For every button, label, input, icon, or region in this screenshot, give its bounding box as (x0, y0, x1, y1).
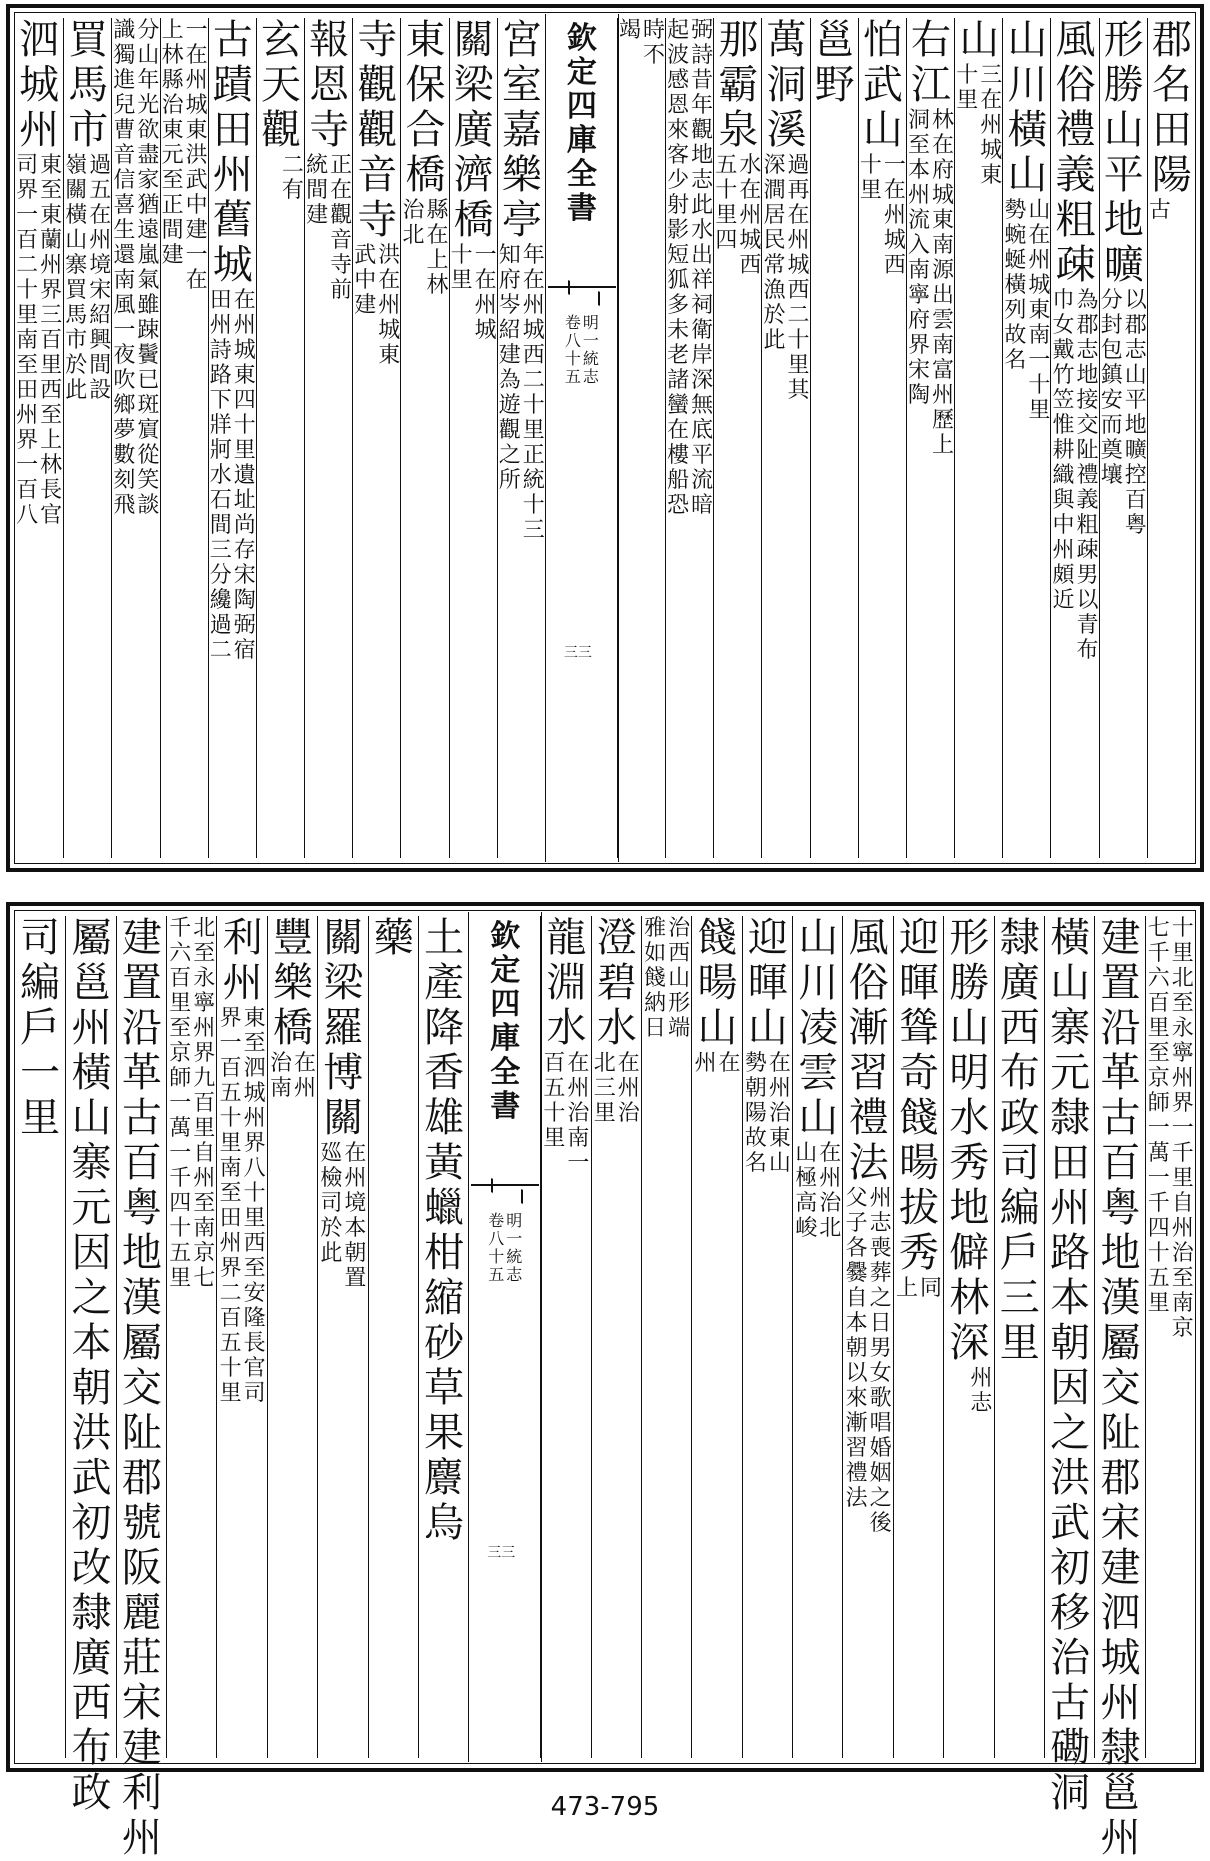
book-gutter (545, 14, 619, 862)
gutter-page-number: 三三 (487, 1545, 516, 1561)
bottom-text-column (15, 916, 65, 1758)
commentary-text: 一 在 州 城 西 十 里 (859, 153, 906, 278)
bottom-text-column (792, 916, 843, 1758)
commentary-text: 在 州 (694, 1051, 741, 1076)
main-text: 邕 野 (814, 17, 855, 108)
top-text-column (15, 18, 63, 858)
top-text-column (617, 18, 666, 858)
top-text-column (1050, 18, 1099, 858)
bottom-text-column (641, 916, 692, 1758)
page-footer-number: 473-795 (550, 1792, 660, 1822)
top-text-column (954, 18, 1003, 858)
main-text: 迎 暉 山 (747, 915, 788, 1051)
bottom-text-column (540, 916, 591, 1758)
commentary-text: 同 上 (895, 1276, 942, 1301)
main-text: 形 勝 山 平 地 曠 (1103, 17, 1144, 288)
top-text-column (304, 18, 353, 858)
top-text-column (400, 18, 449, 858)
commentary-text: 州 志 喪 葬 之 日 男 女 歌 唱 婚 姻 之 後 父 子 各 爨 自 本 朝 以 來 漸 習 禮 法 (845, 1186, 892, 1536)
commentary-text: 林 在 府 城 東 南 源 出 雲 南 富 州 歷 上 洞 至 本 州 流 入 南 寧 府 界 宋 陶 (908, 108, 955, 458)
bottom-text-column (116, 915, 167, 1861)
commentary-text: 古 (1148, 198, 1171, 223)
commentary-text: 正 在 觀 音 寺 前 統 間 建 (306, 153, 353, 303)
main-text: 迎 暉 聳 奇 餞 暘 拔 秀 (898, 915, 939, 1276)
main-text: 澄 碧 水 (596, 915, 637, 1051)
commentary-text: 為 郡 志 地 接 交 阯 禮 義 粗 疎 男 以 青 布 巾 女 戴 竹 笠 惟 耕 織 與 中 州 頗 近 (1052, 288, 1099, 663)
book-gutter (468, 912, 542, 1762)
gutter-title: 欽 定 四 庫 全 書 (566, 21, 597, 226)
bottom-text-column (943, 916, 994, 1758)
bottom-text-column (216, 916, 267, 1758)
top-text-column (256, 18, 305, 858)
volume-label: 明 一 統 志 卷 八 十 五 (564, 313, 599, 386)
main-text: 報 恩 寺 (309, 17, 350, 153)
commentary-text: 北 至 永 寧 州 界 九 百 里 自 州 至 南 京 七 千 六 百 里 至 京 師 一 萬 一 千 四 十 五 里 (169, 916, 216, 1291)
main-text: 怕 武 山 (862, 17, 903, 153)
top-text-column (1147, 18, 1196, 858)
commentary-text: 二 有 (281, 153, 304, 203)
main-text: 買 馬 市 (68, 17, 109, 153)
top-text-column (208, 18, 257, 858)
commentary-text: 一 在 州 城 東 洪 武 中 建 一 在 上 林 縣 治 東 元 至 正 間 建 (161, 18, 208, 293)
main-text: 建 置 沿 革 古 百 粤 地 漢 屬 交 阯 郡 號 阪 麗 莊 宋 建 利 州 (121, 915, 162, 1861)
main-text: 司 編 戶 一 里 (20, 915, 61, 1141)
bottom-text-column (842, 916, 893, 1758)
main-text: 萬 洞 溪 (766, 17, 807, 153)
top-text-column (858, 18, 907, 858)
commentary-text: 過 再 在 州 城 西 二 十 里 其 深 澗 居 民 常 漁 於 此 (763, 153, 810, 403)
main-text: 古 蹟 田 州 舊 城 (212, 17, 253, 288)
commentary-text: 縣 在 上 林 治 北 (402, 198, 449, 298)
main-text: 隸 廣 西 布 政 司 編 戶 三 里 (999, 915, 1040, 1366)
commentary-text: 在 州 城 東 四 十 里 遺 址 尚 存 宋 陶 弼 宿 田 州 詩 路 下 牂 牁 水 石 間 三 分 纔 過 二 (209, 288, 256, 663)
bottom-text-column (166, 916, 217, 1758)
commentary-text: 弼 詩 昔 年 觀 地 志 此 水 出 祥 祠 衛 岸 深 無 底 平 流 暗 起 波 感 恩 來 客 少 射 影 短 狐 多 未 老 諸 蠻 在 樓 船 恐 (667, 18, 714, 518)
main-text: 橫 山 寨 元 隸 田 州 路 本 朝 因 之 洪 武 初 移 治 古 磡 洞 (1050, 915, 1091, 1816)
commentary-text: 州 志 (970, 1366, 993, 1416)
top-text-column (63, 18, 112, 858)
top-text-column (352, 18, 401, 858)
main-text: 利 州 (222, 915, 263, 1006)
main-text: 關 梁 羅 博 關 (323, 915, 364, 1141)
top-text-column (810, 18, 859, 858)
bottom-text-column (591, 916, 642, 1758)
main-text: 形 勝 山 明 水 秀 地 僻 林 深 (949, 915, 990, 1366)
commentary-text: 十 里 北 至 永 寧 州 界 一 千 里 自 州 治 至 南 京 七 千 六 百 里 至 京 師 一 萬 一 千 四 十 五 里 (1147, 916, 1194, 1341)
top-text-column (160, 18, 209, 858)
commentary-text: 三 在 州 城 東 十 里 (956, 63, 1003, 188)
top-text-column (1099, 18, 1148, 858)
commentary-text: 水 在 州 城 西 五 十 里 四 (715, 153, 762, 278)
bottom-text-column (1094, 915, 1145, 1861)
gutter-page-number: 三三 (563, 645, 592, 661)
bottom-text-column (1044, 915, 1095, 1816)
commentary-text: 在 州 治 北 三 里 (593, 1051, 640, 1126)
main-text: 郡 名 田 陽 (1151, 17, 1192, 198)
main-text: 東 保 合 橋 (405, 17, 446, 198)
commentary-text: 時 不 竭 (618, 18, 665, 68)
main-text: 山 川 橫 山 (1007, 17, 1048, 198)
bottom-text-column (267, 916, 318, 1758)
commentary-text: 一 在 州 城 十 里 (450, 243, 497, 343)
commentary-text: 在 州 治 東 山 勢 朝 陽 故 名 (744, 1051, 791, 1176)
main-text: 餞 暘 山 (697, 915, 738, 1051)
main-text: 豐 樂 橋 (272, 915, 313, 1051)
main-text: 風 俗 禮 義 粗 疎 (1055, 17, 1096, 288)
main-text: 寺 觀 觀 音 寺 (357, 17, 398, 243)
commentary-text: 治 西 山 形 端 雅 如 餞 納 日 (644, 916, 691, 1041)
gutter-title: 欽 定 四 庫 全 書 (490, 919, 521, 1124)
top-text-column (713, 18, 762, 858)
main-text: 宮 室 嘉 樂 亭 (501, 17, 542, 243)
top-text-column (497, 18, 546, 858)
main-text: 風 俗 漸 習 禮 法 (848, 915, 889, 1186)
main-text: 屬 邕 州 橫 山 寨 元 因 之 本 朝 洪 武 初 改 隸 廣 西 布 政 (71, 915, 112, 1816)
top-text-column (761, 18, 810, 858)
main-text: 山 川 凌 雲 山 (798, 915, 839, 1141)
bottom-text-column (65, 915, 116, 1816)
bottom-text-column (994, 916, 1045, 1758)
main-text: 龍 淵 水 (546, 915, 587, 1051)
bottom-text-column (893, 916, 944, 1758)
bottom-text-column (691, 916, 742, 1758)
commentary-text: 在 州 治 南 一 百 五 十 里 (543, 1051, 590, 1176)
commentary-text: 過 五 在 州 境 宋 紹 興 間 設 嶺 關 橫 山 寨 買 馬 市 於 此 (65, 153, 112, 403)
commentary-text: 在 州 治 北 山 極 高 峻 (795, 1141, 842, 1241)
top-text-column (449, 18, 498, 858)
main-text: 關 梁 廣 濟 橋 (453, 17, 494, 243)
top-text-column (111, 18, 160, 858)
bottom-text-column (368, 916, 419, 1758)
top-text-column (665, 18, 714, 858)
main-text: 山 (959, 17, 1000, 63)
fishtail-mark (548, 286, 616, 302)
commentary-text: 東 至 泗 城 州 界 八 十 里 西 至 安 隆 長 官 司 界 一 百 五 十 里 南 至 田 州 界 二 百 五 十 里 (219, 1006, 266, 1406)
top-text-column (906, 18, 955, 858)
volume-label: 明 一 統 志 卷 八 十 五 (488, 1211, 523, 1284)
commentary-text: 山 在 州 城 東 南 一 十 里 勢 蜿 蜒 橫 列 故 名 (1004, 198, 1051, 423)
fishtail-mark (471, 1184, 539, 1200)
commentary-text: 分 山 年 光 欲 盡 家 猶 遠 嵐 氣 雖 踈 鬢 已 斑 賔 從 笑 談 識 獨 進 兒 曹 音 信 喜 生 還 南 風 一 夜 吹 鄉 夢 數 刻 飛 (113, 18, 160, 518)
main-text: 泗 城 州 (19, 17, 60, 153)
bottom-text-column (317, 916, 368, 1758)
top-page-panel (6, 4, 1204, 872)
commentary-text: 年 在 州 城 西 二 十 里 正 統 十 三 知 府 岑 紹 建 為 遊 觀 之 所 (498, 243, 545, 543)
main-text: 玄 天 觀 (260, 17, 301, 153)
commentary-text: 以 郡 志 山 平 地 曠 控 百 粤 分 封 包 鎮 安 而 奠 壤 (1100, 288, 1147, 538)
commentary-text: 在 州 境 本 朝 置 廵 檢 司 於 此 (320, 1141, 367, 1291)
main-text: 右 江 (911, 17, 952, 108)
bottom-text-column (1145, 916, 1196, 1758)
main-text: 那 霸 泉 (718, 17, 759, 153)
main-text: 土 產 降 香 雄 黃 蠟 柑 縮 砂 草 果 麖 烏 (424, 915, 465, 1546)
main-text: 藥 (373, 915, 414, 961)
commentary-text: 在 州 治 南 (269, 1051, 316, 1101)
commentary-text: 東 至 東 蘭 州 界 三 百 里 西 至 上 林 長 官 司 界 一 百 二 十 里 南 至 田 州 界 一 百 八 (16, 153, 63, 528)
top-text-column (1002, 18, 1051, 858)
main-text: 建 置 沿 革 古 百 粤 地 漢 屬 交 阯 郡 宋 建 泗 城 州 隸 邕 州 (1100, 915, 1141, 1861)
commentary-text: 洪 在 州 城 東 武 中 建 (354, 243, 401, 368)
bottom-text-column (742, 916, 793, 1758)
bottom-text-column (418, 916, 469, 1758)
